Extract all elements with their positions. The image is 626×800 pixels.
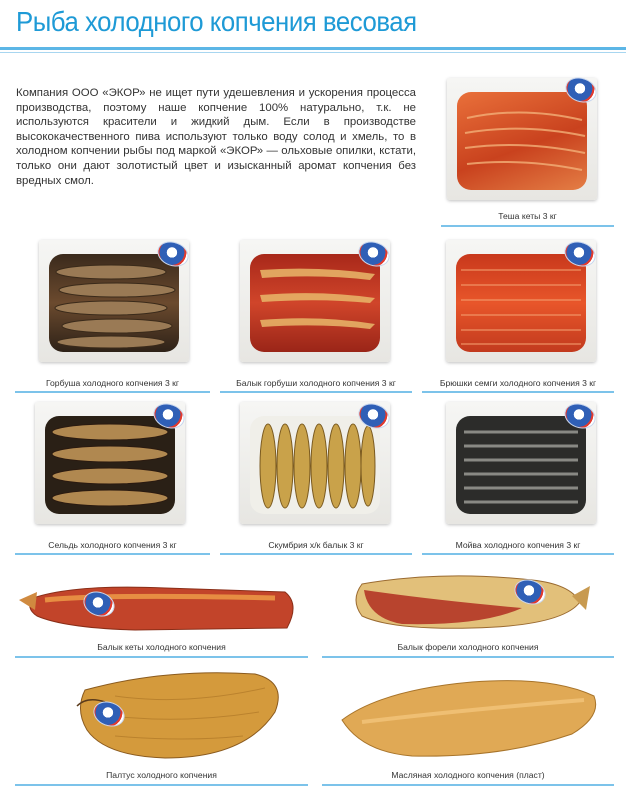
- product-item: [15, 666, 308, 790]
- title-underline: [0, 47, 626, 50]
- product-caption: Балык горбуши холодного копчения 3 кг: [236, 378, 396, 388]
- product-caption: Сельдь холодного копчения 3 кг: [48, 540, 177, 550]
- product-item: [15, 240, 210, 392]
- product-caption: Балык кеты холодного копчения: [97, 642, 226, 652]
- product-item: [422, 402, 614, 554]
- product-caption: Скумбрия х/к балык 3 кг: [268, 540, 364, 550]
- product-caption: Балык форели холодного копчения: [397, 642, 539, 652]
- product-item: [15, 402, 210, 554]
- product-caption: Палтус холодного копчения: [106, 770, 217, 780]
- page-title: Рыба холодного копчения весовая: [16, 6, 417, 37]
- product-item: [422, 240, 614, 392]
- trout-balyk-photo: [322, 570, 614, 640]
- product-item: [15, 570, 308, 662]
- product-item: [441, 78, 614, 230]
- halibut-photo: [15, 666, 308, 766]
- intro-paragraph: Компания ООО «ЭКОР» не ищет пути удешевления и ускорения процесса производства, поэтому наше копчение 100% натурально, т.к. не используются красители и жидкий дым. Если в производстве высококачественного пива используют только воду солод и хмель, то в холодном копчении рыбы под маркой «ЭКОР» — ольховые опилки, кстати, только они дают золотистый цвет и изысканный аромат копчения без вредных смол.: [16, 87, 416, 187]
- product-caption: Горбуша холодного копчения 3 кг: [45, 378, 180, 388]
- product-item: [220, 240, 412, 392]
- butterfish-fillet-photo: [322, 666, 614, 766]
- product-item: [322, 666, 614, 790]
- title-underline-thin: [0, 52, 626, 53]
- product-caption: Мойва холодного копчения 3 кг: [455, 540, 581, 550]
- product-caption: Масляная холодного копчения (пласт): [391, 770, 545, 780]
- product-item: [220, 402, 412, 554]
- product-item: [322, 570, 614, 662]
- product-caption: Брюшки семги холодного копчения 3 кг: [439, 378, 597, 388]
- product-photo: [447, 78, 597, 200]
- product-caption: Теша кеты 3 кг: [498, 211, 557, 221]
- chum-salmon-balyk-photo: [15, 570, 308, 640]
